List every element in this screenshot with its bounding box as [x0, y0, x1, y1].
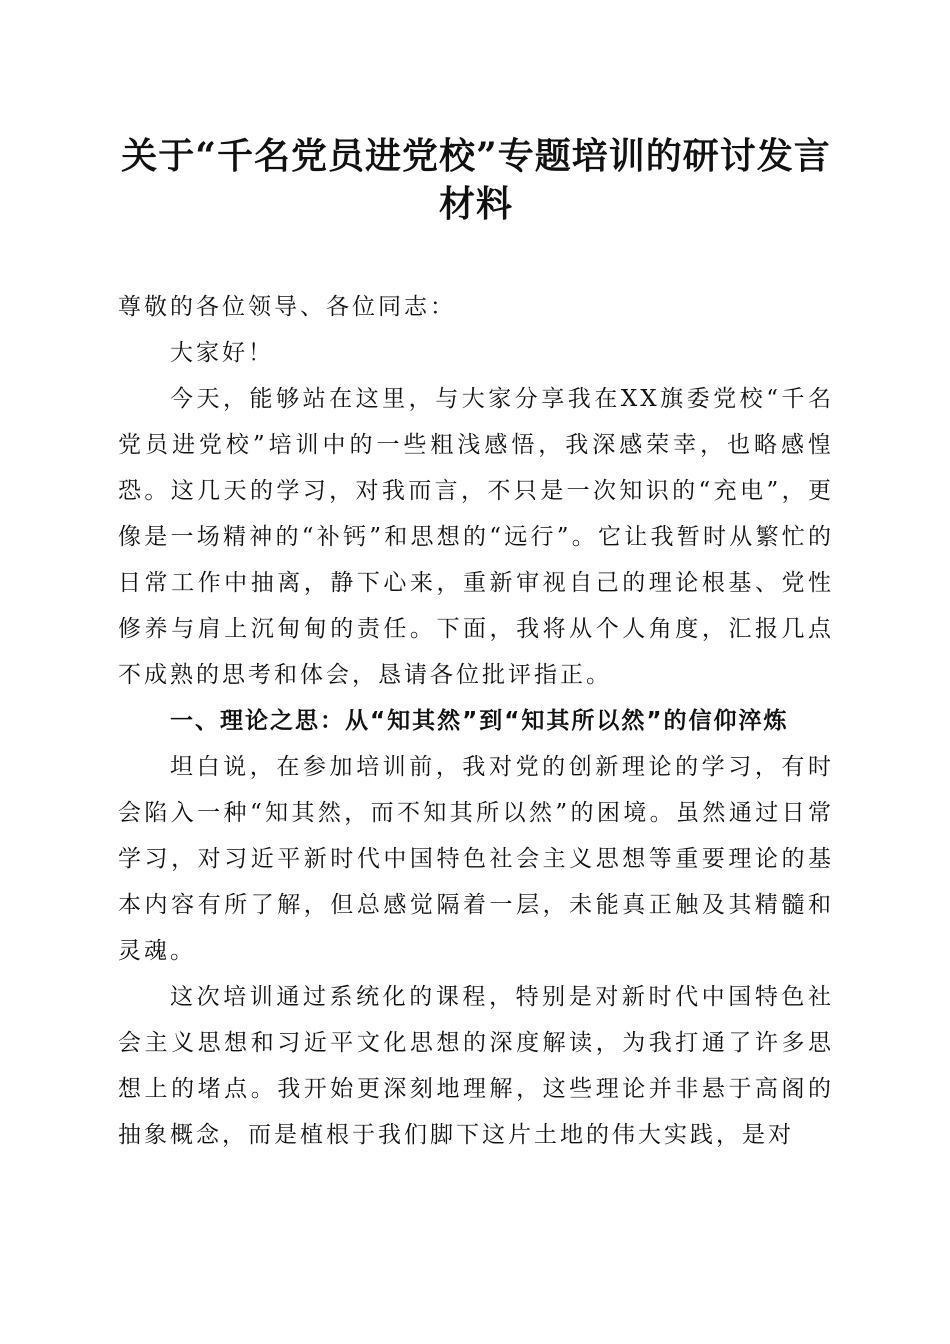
- section-paragraph: 这次培训通过系统化的课程，特别是对新时代中国特色社会主义思想和习近平文化思想的深度解读，为我打通了许多思想上的堵点。我开始更深刻地理解，这些理论并非悬于高阁的抽象概念，而是植根于我们脚下这片土地的伟大实践，是对: [118, 984, 834, 1148]
- greeting: 大家好！: [170, 340, 274, 366]
- section-paragraph: 坦白说，在参加培训前，我对党的创新理论的学习，有时会陷入一种“知其然，而不知其所以然”的困境。虽然通过日常学习，对习近平新时代中国特色社会主义思想等重要理论的基本内容有所了解，但总感觉隔着一层，未能真正触及其精髓和灵魂。: [118, 754, 834, 964]
- section-heading: 一、理论之思：从“知其然”到“知其所以然”的信仰淬炼: [170, 708, 789, 734]
- document-title: 关于“千名党员进党校”专题培训的研讨发言材料: [121, 135, 831, 225]
- intro-paragraph: 今天，能够站在这里，与大家分享我在XX旗委党校“千名党员进党校”培训中的一些粗浅感悟，我深感荣幸，也略感惶恐。这几天的学习，对我而言，不只是一次知识的“充电”，更像是一场精神的“补钙”和思想的“远行”。它让我暂时从繁忙的日常工作中抽离，静下心来，重新审视自己的理论根基、党性修养与肩上沉甸甸的责任。下面，我将从个人角度，汇报几点不成熟的思考和体会，恳请各位批评指正。: [118, 386, 834, 688]
- document-page: [118, 132, 834, 1158]
- salutation: 尊敬的各位领导、各位同志：: [118, 294, 456, 320]
